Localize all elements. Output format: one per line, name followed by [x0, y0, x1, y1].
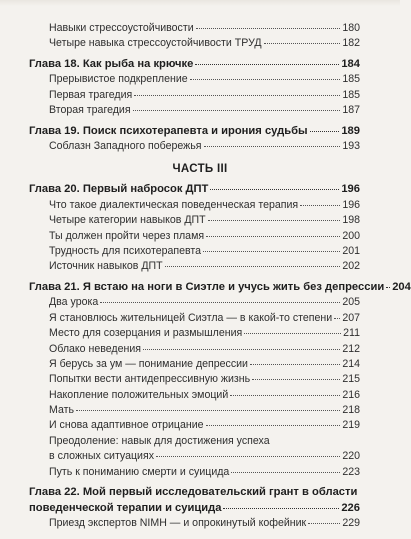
toc-entry: Мать 218 — [49, 404, 360, 416]
chapter-heading: Глава 20. Первый набросок ДПТ 196 — [29, 183, 360, 196]
part-heading: ЧАСТЬ III — [172, 162, 228, 175]
page-edge-shadow — [0, 0, 400, 6]
toc-entry: Трудность для психотерапевта 201 — [49, 244, 360, 257]
toc-entry: Попытки вести антидепрессивную жизнь 215 — [49, 373, 360, 386]
toc-entry: Четыре категории навыков ДПТ 198 — [49, 214, 360, 227]
toc-entry: Накопление положительных эмоций 216 — [49, 388, 360, 401]
toc-entry: Четыре навыка стрессоустойчивости ТРУД 182 — [49, 37, 360, 50]
toc-entry: Навыки стрессоустойчивости 180 — [49, 22, 360, 34]
toc-entry: Место для созерцания и размышления 211 — [49, 327, 360, 340]
toc-entry: И снова адаптивное отрицание 219 — [49, 419, 360, 432]
toc-entry: Прерывистое подкрепление 185 — [49, 73, 360, 86]
toc-entry-wrapped-line2: в сложных ситуациях 220 — [49, 450, 360, 463]
toc-entry: Источник навыков ДПТ 202 — [49, 260, 360, 273]
toc-entry: Облако неведения 212 — [49, 342, 360, 355]
chapter-heading: Глава 18. Как рыба на крючке 184 — [29, 58, 360, 71]
toc-entry: Вторая трагедия 187 — [49, 104, 360, 117]
toc-entry: Что такое диалектическая поведенческая терапия 196 — [49, 198, 360, 211]
chapter-heading-line2: поведенческой терапии и суицида 226 — [29, 501, 360, 514]
toc-entry: Я становлюсь жительницей Сиэтла — в какой-то степени 207 — [49, 311, 360, 324]
toc-entry: Соблазн Западного побережья 193 — [49, 140, 360, 153]
chapter-heading: Глава 19. Поиск психотерапевта и ирония судьбы 189 — [29, 124, 360, 137]
chapter-heading-line1: Глава 22. Мой первый исследовательский грант в области — [29, 486, 358, 499]
toc-entry: Ты должен пройти через пламя 200 — [49, 229, 360, 242]
toc-entry: Два урока 205 — [49, 296, 360, 309]
toc-entry: Первая трагедия 185 — [49, 88, 360, 101]
toc-entry: Я берусь за ум — понимание депрессии 214 — [49, 357, 360, 370]
toc-entry: Путь к пониманию смерти и суицида 223 — [49, 465, 360, 478]
toc-entry: Приезд экспертов NIMH — и опрокинутый кофейник 229 — [49, 517, 360, 529]
chapter-heading: Глава 21. Я встаю на ноги в Сиэтле и учусь жить без депрессии 204 — [29, 281, 411, 294]
toc-entry-wrapped-line1: Преодоление: навык для достижения успеха — [49, 434, 270, 447]
